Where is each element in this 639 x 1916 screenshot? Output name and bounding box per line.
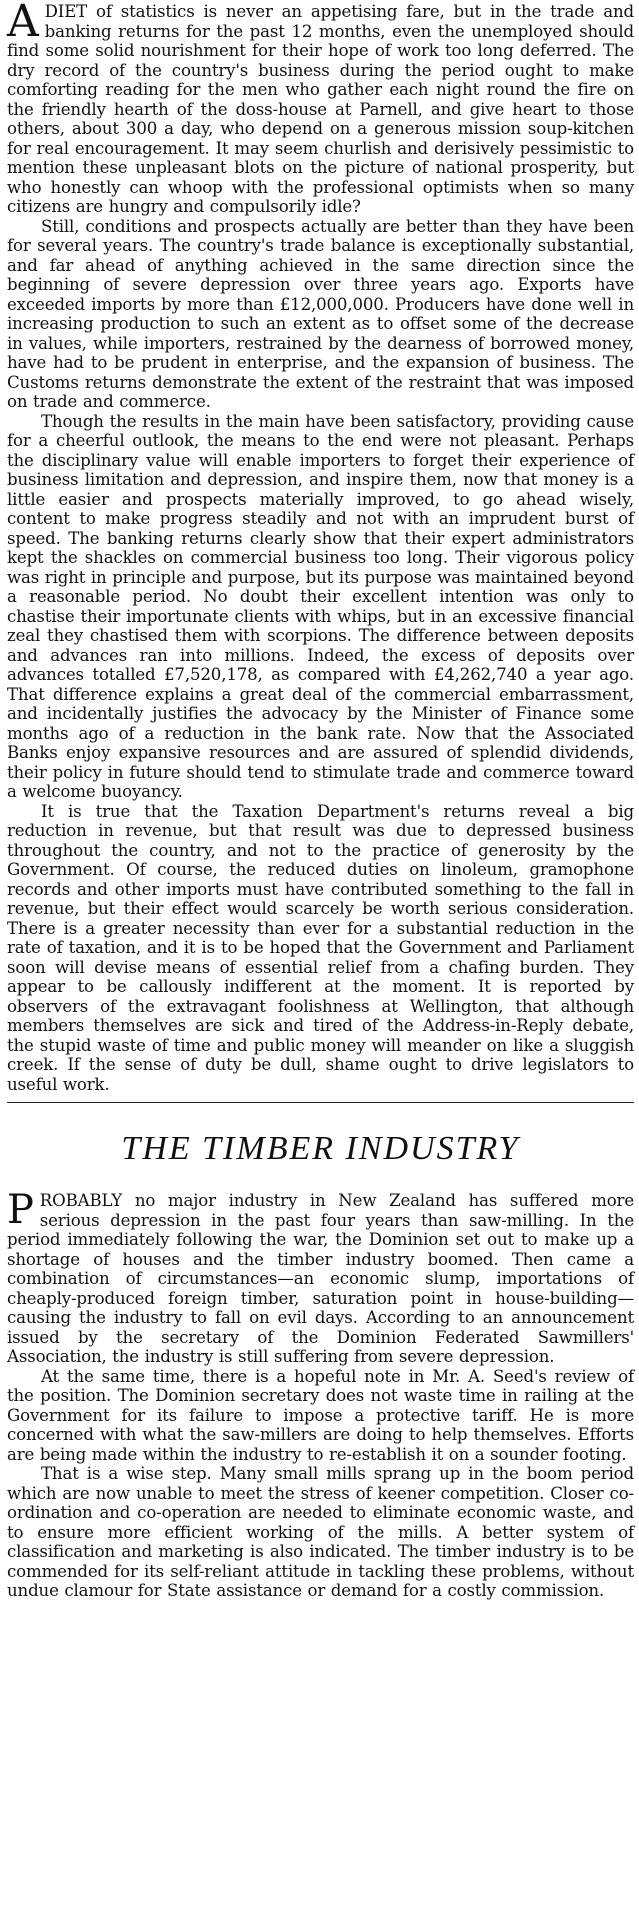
drop-cap: P xyxy=(7,1187,34,1233)
article-paragraph: Still, conditions and prospects actually are better than they have been for several years. The country's trade balance is exceptionally substantial, and far ahead of anything achieved in the same direction since the beginning of severe depression over three years ago. Exports have exceeded imports by more than £12,000,000. Producers have done well in increasing production to such an extent as to offset some of the decrease in values, while importers, restrained by the dearness of borrowed money, have had to be prudent in enterprise, and the expansion of business. The Customs returns demonstrate the extent of the restraint that was imposed on trade and commerce. xyxy=(7,216,634,411)
drop-cap: A xyxy=(7,0,39,47)
article-divider xyxy=(7,1102,634,1103)
article-paragraph: That is a wise step. Many small mills sprang up in the boom period which are now unable to meet the stress of keener competition. Closer co-ordination and co-operation are needed to eliminate economic waste, and to ensure more efficient working of the mills. A better system of classification and marketing is also indicated. The timber industry is to be commended for its self-reliant attitude in tackling these problems, without undue clamour for State assistance or demand for a costly commission. xyxy=(7,1464,634,1600)
article-paragraph xyxy=(7,1187,634,1367)
paragraph-text: ROBABLY no major industry in New Zealand has suffered more serious depression in the past four years than saw-milling. In the period immediately following the war, the Dominion set out to make up a shortage of houses and the timber industry boomed. Then came a combination of circumstances—an economic slump, importations of cheaply-produced foreign timber, saturation point in house-building—causing the industry to fall on evil days. According to an announcement issued by the secretary of the Dominion Federated Sawmillers' Association, the industry is still suffering from severe depression. xyxy=(7,1191,634,1366)
article-paragraph: Though the results in the main have been satisfactory, providing cause for a cheerful outlook, the means to the end were not pleasant. Perhaps the disciplinary value will enable importers to forget their experience of business limitation and depression, and inspire them, now that money is a little easier and prospects materially improved, to go ahead wisely, content to make progress steadily and not with an imprudent burst of speed. The banking returns clearly show that their expert administrators kept the shackles on commercial business too long. Their vigorous policy was right in principle and purpose, but its purpose was maintained beyond a reasonable period. No doubt their excellent intention was only to chastise their importunate clients with whips, but in an excessive financial zeal they chastised them with scorpions. The difference between deposits and advances ran into millions. Indeed, the excess of deposits over advances totalled £7,520,178, as compared with £4,262,740 a year ago. That difference explains a great deal of the commercial embarrassment, and incidentally justifies the advocacy by the Minister of Finance some months ago of a reduction in the bank rate. Now that the Associated Banks enjoy expansive resources and are assured of splendid dividends, their policy in future should tend to stimulate trade and commerce toward a welcome buoyancy. xyxy=(7,411,634,801)
article-trade-returns xyxy=(7,2,634,1094)
paragraph-text: DIET of statistics is never an appetising fare, but in the trade and banking returns for the past 12 months, even the unemployed should find some solid nourishment for their hope of work too long deferred. The dry record of the country's business during the period ought to make comforting reading for the men who gather each night round the fire on the friendly hearth of the doss-house at Parnell, and give heart to those others, about 300 a day, who depend on a generous mission soup-kitchen for real encouragement. It may seem churlish and derisively pessimistic to mention these unpleasant blots on the picture of national prosperity, but who honestly can whoop with the professional optimists when so many citizens are hungry and compulsorily idle? xyxy=(7,2,634,216)
article-timber-industry xyxy=(7,1187,634,1601)
article-paragraph: At the same time, there is a hopeful note in Mr. A. Seed's review of the position. The Dominion secretary does not waste time in railing at the Government for its failure to impose a protective tariff. He is more concerned with what the saw-millers are doing to help themselves. Efforts are being made within the industry to re-establish it on a sounder footing. xyxy=(7,1366,634,1464)
newspaper-page xyxy=(7,2,634,1601)
article-paragraph: It is true that the Taxation Department's returns reveal a big reduction in revenue, but that result was due to depressed business throughout the country, and not to the practice of generosity by the Government. Of course, the reduced duties on linoleum, gramophone records and other imports must have contributed something to the fall in revenue, but their effect would scarcely be worth serious consideration. There is a greater necessity than ever for a substantial reduction in the rate of taxation, and it is to be hoped that the Government and Parliament soon will devise means of essential relief from a chafing burden. They appear to be callously indifferent at the moment. It is reported by observers of the extravagant foolishness at Wellington, that although members themselves are sick and tired of the Address-in-Reply debate, the stupid waste of time and public money will meander on like a sluggish creek. If the sense of duty be dull, shame ought to drive legislators to useful work. xyxy=(7,801,634,1094)
article-paragraph xyxy=(7,2,634,217)
article-heading: THE TIMBER INDUSTRY xyxy=(121,1130,520,1167)
